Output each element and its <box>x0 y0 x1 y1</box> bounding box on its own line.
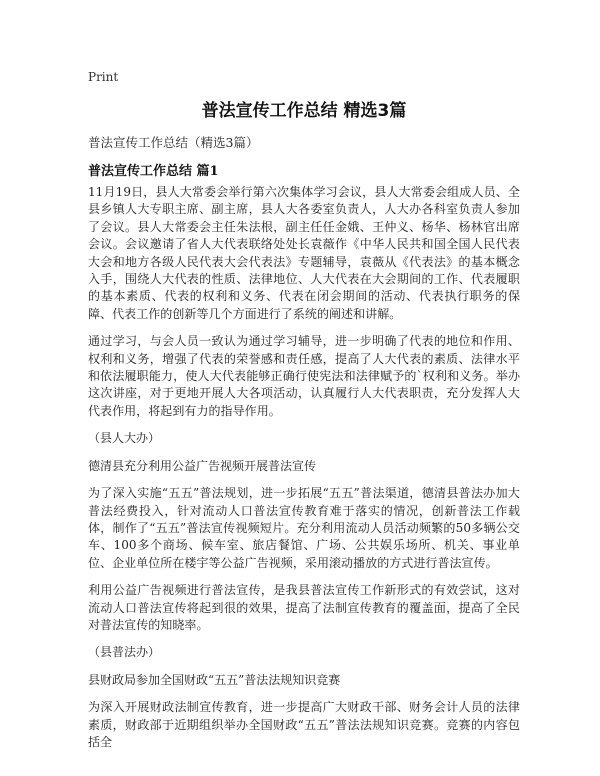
document-body <box>88 184 520 761</box>
article-heading: 县财政局参加全国财政“五五”普法法规知识竞赛 <box>88 672 341 687</box>
print-link[interactable]: Print <box>88 70 119 84</box>
paragraph-competition: 为深入开展财政法制宣传教育，进一步提高广大财政干部、财务会计人员的法律素质，财政部于近期组织举办全国财政“五五”普法法规知识竞赛。竞赛的内容包括全 <box>88 700 520 749</box>
source-note: （县人大办） <box>88 431 161 446</box>
paragraph-video: 为了深入实施“五五”普法规划，进一步拓展“五五”普法渠道，德清县普法办加大普法经费投入，针对流动人口普法宣传教育难于落实的情况，创新普法工作载体，制作了“五五”普法宣传视频短片。充分利用流动人员活动频繁的50多辆公交车、100多个商场、候车室、旅店餐馆、广场、公共娱乐场所、机关、事业单位、企业单位所在楼宇等公益广告视频，采用滚动播放的方式进行普法宣传。 <box>88 486 520 570</box>
source-note: （县普法办） <box>88 645 161 660</box>
paragraph-meeting: 11月19日，县人大常委会举行第六次集体学习会议，县人大常委会组成人员、全县乡镇人大专职主席、副主席，县人大各委室负责人，人大办各科室负责人参加了会议。县人大常委会主任朱法根，副主任任金娥、王仲义、杨华、杨林官出席会议。会议邀请了省人大代表联络处处长袁薇作《中华人民共和国全国人民代表大会和地方各级人民代表大会代表法》专题辅导，袁薇从《代表法》的基本概念入手，围绕人大代表的性质、法律地位、人大代表在大会期间的工作、代表履职的基本素质、代表的权利和义务、代表在闭会期间的活动、代表执行职务的保障、代表工作的创新等几个方面进行了系统的阐述和讲解。 <box>88 185 520 321</box>
section-heading: 普法宣传工作总结 篇1 <box>88 164 219 179</box>
paragraph-effect: 利用公益广告视频进行普法宣传，是我县普法宣传工作新形式的有效尝试，这对流动人口普法宣传将起到很的效果，提高了法制宣传教育的覆盖面，提高了全民对普法宣传的知晓率。 <box>88 583 520 632</box>
paragraph-study: 通过学习，与会人员一致认为通过学习辅导，进一步明确了代表的地位和作用、权利和义务，增强了代表的荣誉感和责任感，提高了人大代表的素质、法律水平和依法履职能力，使人大代表能够正确行使宪法和法律赋予的`权利和义务。举办这次讲座，对于更地开展人大各项活动，认真履行人大代表职责，充分发挥人大代表作用，将起到有力的指导作用。 <box>88 334 520 418</box>
article-heading: 德清县充分利用公益广告视频开展普法宣传 <box>88 458 317 473</box>
page-title: 普法宣传工作总结 精选3篇 <box>201 101 407 121</box>
document-subtitle: 普法宣传工作总结（精选3篇） <box>88 135 259 150</box>
